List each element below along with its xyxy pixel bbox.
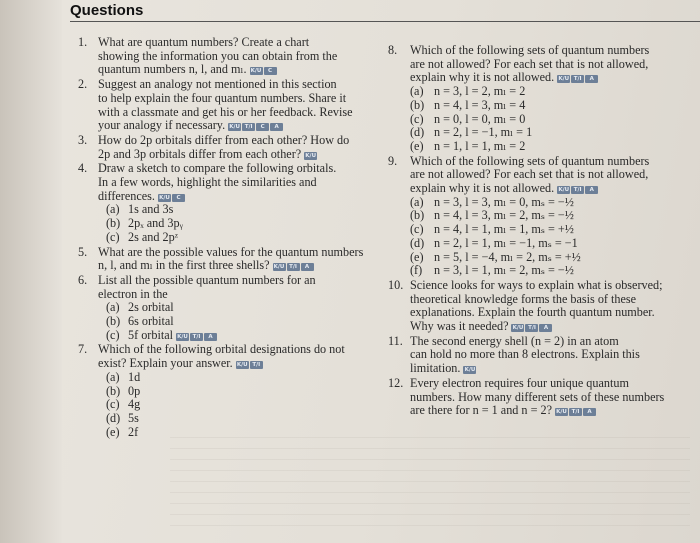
skill-badges bbox=[250, 67, 277, 75]
sub-label: (d) bbox=[106, 410, 121, 425]
sub-question bbox=[410, 85, 688, 99]
sub-text: n = 4, l = 3, mₗ = 2, mₛ = −½ bbox=[434, 208, 574, 223]
left-question-4 bbox=[78, 162, 378, 244]
sub-label: (e) bbox=[106, 424, 120, 439]
question-text-line: List all the possible quantum numbers for an bbox=[98, 272, 316, 287]
sub-label: (b) bbox=[106, 314, 121, 329]
skill-badge-ku: K/U bbox=[305, 152, 317, 159]
sub-text: 2f bbox=[128, 424, 139, 439]
skill-badge-ku: K/U bbox=[229, 124, 241, 131]
question-text-line: Which of the following sets of quantum numbers bbox=[410, 153, 650, 168]
skill-badge-ku: K/U bbox=[159, 194, 170, 201]
sub-text: 0p bbox=[128, 383, 141, 398]
skill-badge-ku: K/U bbox=[556, 409, 567, 416]
question-number: 2. bbox=[78, 77, 88, 92]
question-text-line: are not allowed? For each set that is not allowed, bbox=[410, 56, 649, 71]
sub-question bbox=[410, 237, 688, 251]
sub-text: n = 2, l = −1, mₗ = 1 bbox=[434, 125, 533, 140]
skill-badge-ti: T/I bbox=[571, 75, 584, 83]
sub-label: (a) bbox=[106, 369, 120, 384]
question-number: 9. bbox=[388, 153, 398, 168]
question-number: 11. bbox=[388, 333, 403, 348]
sub-text: 2s and 2pᶻ bbox=[128, 229, 179, 244]
skill-badges bbox=[304, 152, 317, 160]
sub-question bbox=[98, 412, 378, 426]
question-text-line: The second energy shell (n = 2) in an atom bbox=[410, 333, 619, 348]
question-text-line: In a few words, highlight the similarities and bbox=[98, 175, 317, 190]
sub-question bbox=[410, 99, 688, 113]
sub-question bbox=[98, 371, 378, 385]
question-text-line: How do 2p orbitals differ from each other? How do bbox=[98, 132, 350, 147]
sub-question bbox=[98, 231, 378, 245]
sub-text: n = 5, l = −4, mₗ = 2, mₛ = +½ bbox=[434, 249, 581, 264]
left-question-2 bbox=[78, 78, 378, 133]
sub-label: (b) bbox=[106, 216, 121, 231]
skill-badge-a: A bbox=[301, 263, 314, 271]
question-text-line: What are the possible values for the quantum numbers bbox=[98, 244, 364, 259]
sub-text: n = 4, l = 3, mₗ = 4 bbox=[434, 97, 526, 112]
question-text-line: can hold no more than 8 electrons. Explain this bbox=[410, 347, 640, 362]
question-number: 4. bbox=[78, 161, 88, 176]
skill-badge-a: A bbox=[270, 123, 283, 131]
left-question-5 bbox=[78, 246, 378, 273]
skill-badge-ku: K/U bbox=[512, 325, 524, 332]
left-question-6 bbox=[78, 274, 378, 343]
sub-label: (d) bbox=[410, 235, 425, 250]
question-number: 6. bbox=[78, 272, 88, 287]
skill-badge-c: C bbox=[172, 194, 185, 202]
skill-badges bbox=[511, 324, 552, 332]
sub-question bbox=[98, 203, 378, 217]
page-fold-shadow bbox=[0, 0, 62, 543]
skill-badge-a: A bbox=[585, 186, 598, 194]
sub-label: (c) bbox=[410, 111, 424, 126]
question-text-line: to help explain the four quantum numbers. Share it bbox=[98, 90, 347, 105]
question-text-line: Which of the following orbital designations do not bbox=[98, 342, 345, 357]
question-number: 8. bbox=[388, 43, 398, 57]
skill-badge-ti: T/I bbox=[569, 408, 582, 416]
question-text-line: Which of the following sets of quantum numbers bbox=[410, 43, 650, 57]
title-rule bbox=[70, 21, 700, 22]
question-number: 5. bbox=[78, 244, 88, 259]
question-text-line: Draw a sketch to compare the following orbitals. bbox=[98, 161, 337, 176]
sub-text: n = 2, l = 1, mₗ = −1, mₛ = −1 bbox=[434, 235, 578, 250]
question-text-line: limitation. K/U bbox=[410, 361, 476, 376]
sub-text: 1d bbox=[128, 369, 141, 384]
question-number: 7. bbox=[78, 342, 88, 357]
sub-label: (c) bbox=[410, 222, 424, 237]
sub-label: (b) bbox=[106, 383, 121, 398]
sub-text: 5s bbox=[128, 410, 139, 425]
skill-badge-c: C bbox=[256, 123, 269, 131]
sub-text: 2s orbital bbox=[128, 300, 174, 315]
skill-badge-ku: K/U bbox=[236, 362, 248, 369]
sub-text: 1s and 3s bbox=[128, 202, 174, 217]
question-text-line: are there for n = 1 and n = 2? K/U T/I A bbox=[410, 404, 688, 418]
question-text-line: explain why it is not allowed. K/U T/I A bbox=[410, 71, 688, 85]
skill-badges bbox=[228, 123, 283, 131]
question-text-line: Science looks for ways to explain what is observed; bbox=[410, 277, 663, 292]
sub-question bbox=[98, 398, 378, 412]
question-number: 10. bbox=[388, 277, 404, 292]
skill-badges bbox=[557, 186, 598, 194]
question-number: 1. bbox=[78, 35, 88, 49]
sub-text: n = 3, l = 1, mₗ = 2, mₛ = −½ bbox=[434, 263, 574, 278]
skill-badge-ti: T/I bbox=[287, 263, 300, 271]
question-text-line: quantum numbers n, l, and mₗ. K/U C bbox=[98, 63, 378, 77]
right-question-9 bbox=[388, 155, 688, 278]
question-text-line: your analogy if necessary. K/U T/I C A bbox=[98, 119, 378, 133]
sub-label: (a) bbox=[410, 194, 424, 209]
skill-badge-a: A bbox=[585, 75, 598, 83]
question-text-line: exist? Explain your answer. K/U T/I bbox=[98, 357, 378, 371]
sub-text: n = 4, l = 1, mₗ = 1, mₛ = +½ bbox=[434, 222, 574, 237]
skill-badge-ku: K/U bbox=[250, 68, 262, 75]
sub-text: n = 3, l = 2, mₗ = 2 bbox=[434, 84, 526, 99]
question-text-line: explanations. Explain the fourth quantum number. bbox=[410, 305, 655, 320]
skill-badge-ku: K/U bbox=[464, 367, 476, 374]
skill-badge-ku: K/U bbox=[273, 264, 285, 271]
right-question-10 bbox=[388, 279, 688, 334]
skill-badge-ti: T/I bbox=[571, 186, 584, 194]
sub-question bbox=[98, 426, 378, 440]
skill-badge-a: A bbox=[539, 324, 552, 332]
skill-badge-c: C bbox=[264, 67, 277, 75]
question-text-line: explain why it is not allowed. K/U T/I A bbox=[410, 182, 688, 196]
left-column bbox=[78, 36, 378, 440]
sub-question bbox=[410, 113, 688, 127]
bleed-through-texture bbox=[170, 436, 690, 536]
sub-text: 4g bbox=[128, 397, 141, 412]
sub-text: n = 3, l = 3, mₗ = 0, mₛ = −½ bbox=[434, 194, 574, 209]
sub-question bbox=[410, 264, 688, 278]
sub-text: 2pₓ and 3pᵧ bbox=[128, 216, 183, 231]
skill-badges bbox=[236, 361, 263, 369]
skill-badge-ti: T/I bbox=[190, 333, 203, 341]
page-title: Questions bbox=[70, 2, 144, 19]
right-question-8 bbox=[388, 44, 688, 154]
sub-question bbox=[98, 301, 378, 315]
sub-question bbox=[98, 329, 378, 343]
sub-label: (d) bbox=[410, 125, 425, 140]
skill-badge-ku: K/U bbox=[177, 333, 188, 340]
skill-badges bbox=[463, 366, 476, 374]
skill-badge-ti: T/I bbox=[250, 361, 263, 369]
sub-label: (a) bbox=[106, 202, 120, 217]
sub-label: (c) bbox=[106, 397, 120, 412]
skill-badge-ti: T/I bbox=[242, 123, 255, 131]
sub-label: (b) bbox=[410, 208, 425, 223]
sub-label: (b) bbox=[410, 97, 425, 112]
question-text-line: What are quantum numbers? Create a chart bbox=[98, 35, 310, 49]
sub-label: (e) bbox=[410, 138, 424, 153]
skill-badges bbox=[158, 194, 185, 202]
question-number: 12. bbox=[388, 375, 404, 390]
question-text-line: showing the information you can obtain from the bbox=[98, 48, 338, 63]
skill-badge-ti: T/I bbox=[525, 324, 538, 332]
question-text-line: n, l, and mₗ in the first three shells? K/U T/I A bbox=[98, 259, 378, 273]
sub-text: 6s orbital bbox=[128, 314, 174, 329]
sub-question bbox=[98, 315, 378, 329]
sub-label: (e) bbox=[410, 249, 424, 264]
question-text-line: Every electron requires four unique quantum bbox=[410, 375, 629, 390]
question-number: 3. bbox=[78, 132, 88, 147]
sub-question bbox=[410, 126, 688, 140]
right-question-11 bbox=[388, 335, 688, 376]
question-text-line: with a classmate and get his or her feedback. Revise bbox=[98, 104, 353, 119]
sub-text: n = 0, l = 0, mₗ = 0 bbox=[434, 111, 526, 126]
sub-question bbox=[410, 140, 688, 154]
sub-label: (a) bbox=[410, 84, 424, 99]
question-text-line: electron in the bbox=[98, 286, 168, 301]
skill-badges bbox=[176, 333, 217, 341]
skill-badges bbox=[555, 408, 596, 416]
left-question-7 bbox=[78, 343, 378, 439]
sub-label: (c) bbox=[106, 327, 120, 342]
sub-label: (a) bbox=[106, 300, 120, 315]
question-text-line: 2p and 3p orbitals differ from each other? K/U bbox=[98, 146, 317, 161]
sub-question bbox=[410, 209, 688, 223]
sub-text: 5f orbital K/U T/I A bbox=[128, 329, 217, 343]
skill-badge-ku: K/U bbox=[558, 187, 570, 194]
skill-badge-a: A bbox=[583, 408, 596, 416]
question-text-line: Suggest an analogy not mentioned in this section bbox=[98, 77, 337, 92]
sub-label: (f) bbox=[410, 263, 423, 278]
sub-question bbox=[410, 223, 688, 237]
skill-badge-a: A bbox=[204, 333, 217, 341]
skill-badge-ku: K/U bbox=[558, 76, 570, 83]
question-text-line: numbers. How many different sets of these numbers bbox=[410, 389, 665, 404]
left-question-1 bbox=[78, 36, 378, 77]
left-question-3 bbox=[78, 134, 378, 161]
right-question-12 bbox=[388, 377, 688, 418]
question-text-line: are not allowed? For each set that is not allowed, bbox=[410, 167, 649, 182]
right-column bbox=[388, 44, 688, 419]
sub-question bbox=[410, 251, 688, 265]
question-text-line: Why was it needed? K/U T/I A bbox=[410, 320, 688, 334]
skill-badges bbox=[557, 75, 598, 83]
sub-label: (c) bbox=[106, 229, 120, 244]
sub-question bbox=[98, 217, 378, 231]
sub-text: n = 1, l = 1, mₗ = 2 bbox=[434, 138, 526, 153]
question-text-line: differences. K/U C bbox=[98, 190, 378, 204]
sub-question bbox=[410, 196, 688, 210]
skill-badges bbox=[273, 263, 314, 271]
question-text-line: theoretical knowledge forms the basis of these bbox=[410, 291, 637, 306]
sub-question bbox=[98, 385, 378, 399]
